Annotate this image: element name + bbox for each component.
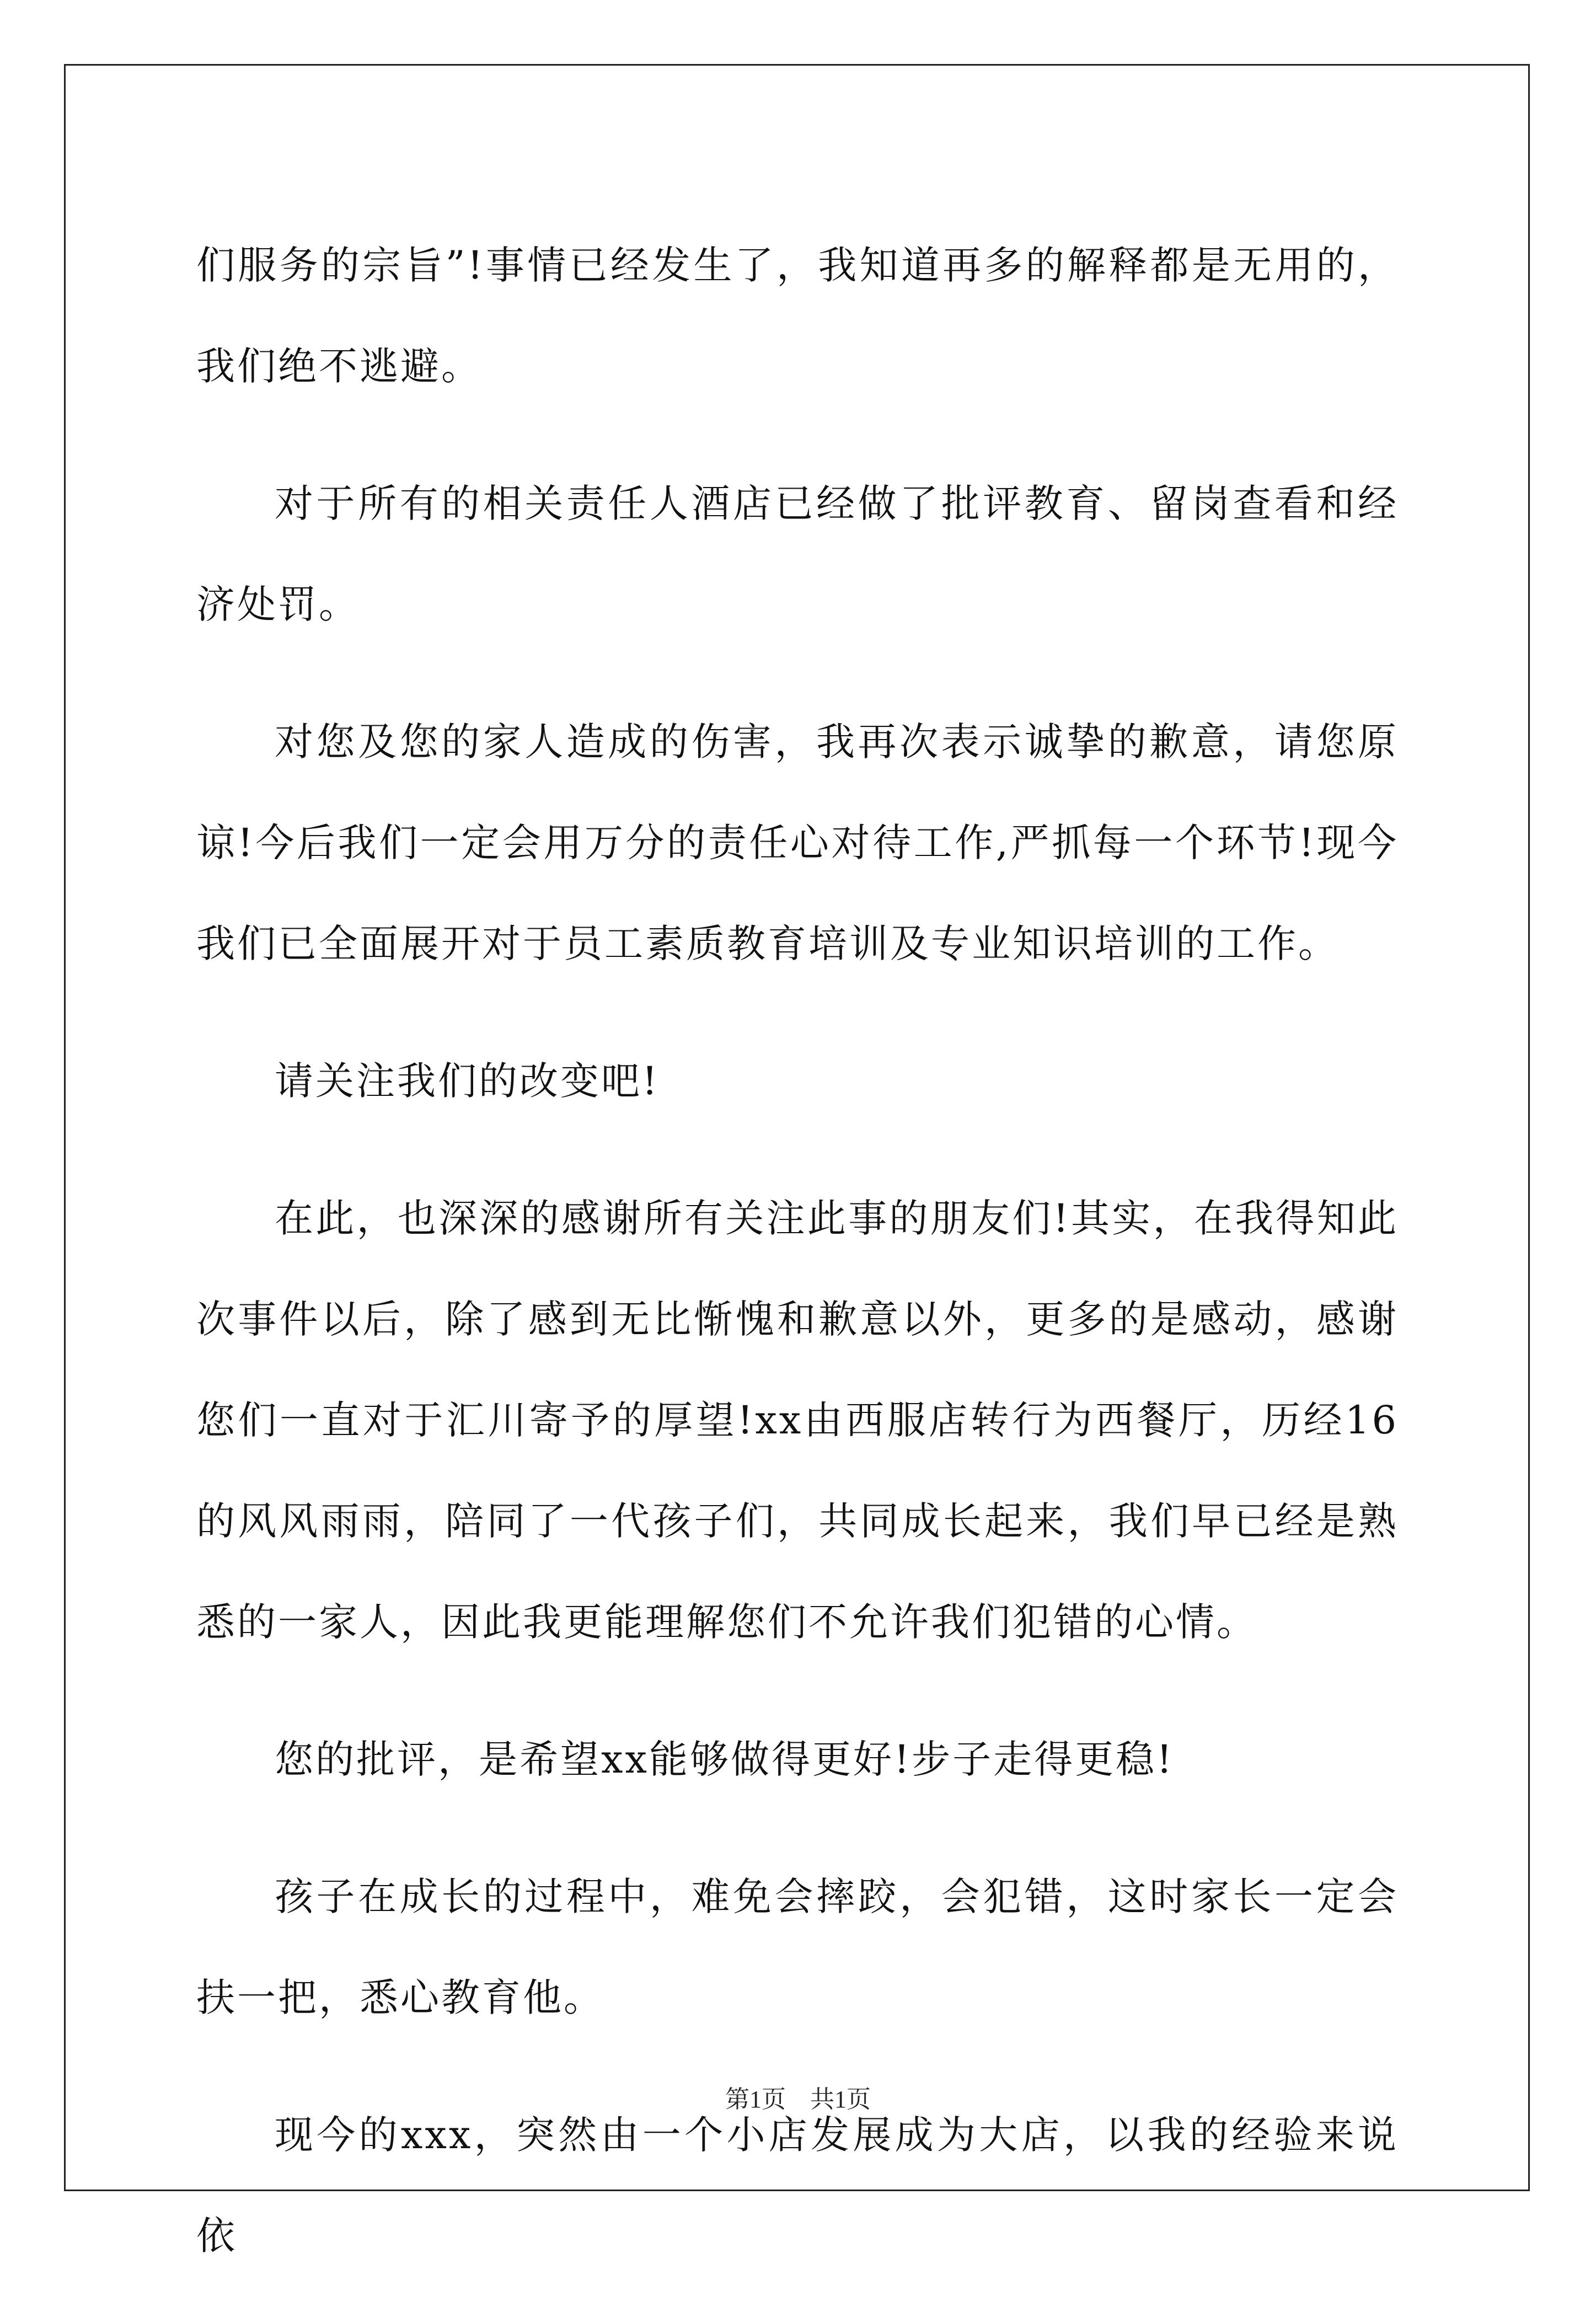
paragraph-3: 对您及您的家人造成的伤害，我再次表示诚挚的歉意，请您原谅!今后我们一定会用万分的责任心对待工作,严抓每一个环节!现今我们已全面展开对于员工素质教育培训及专业知识培训的工作。 (196, 719, 1399, 966)
paragraph-1: 们服务的宗旨”!事情已经发生了，我知道再多的解释都是无用的，我们绝不逃避。 (196, 243, 1399, 389)
paragraph-8: 现今的xxx，突然由一个小店发展成为大店，以我的经验来说依 (196, 2112, 1399, 2258)
page-number-footer: 第1页 共1页 (725, 2086, 871, 2113)
paragraph-7: 孩子在成长的过程中，难免会摔跤，会犯错，这时家长一定会扶一把，悉心教育他。 (196, 1874, 1399, 2020)
paragraph-2: 对于所有的相关责任人酒店已经做了批评教育、留岗查看和经济处罚。 (196, 481, 1399, 627)
document-body (196, 215, 1399, 2323)
paragraph-5: 在此，也深深的感谢所有关注此事的朋友们!其实，在我得知此次事件以后，除了感到无比惭愧和歉意以外，更多的是感动，感谢您们一直对于汇川寄予的厚望!xx由西服店转行为西餐厅，历经16的风风雨雨，陪同了一代孩子们，共同成长起来，我们早已经是熟悉的一家人，因此我更能理解您们不允许我们犯错的心情。 (196, 1196, 1399, 1645)
paragraph-6: 您的批评，是希望xx能够做得更好!步子走得更稳! (275, 1737, 1175, 1782)
paragraph-4: 请关注我们的改变吧! (275, 1058, 660, 1104)
